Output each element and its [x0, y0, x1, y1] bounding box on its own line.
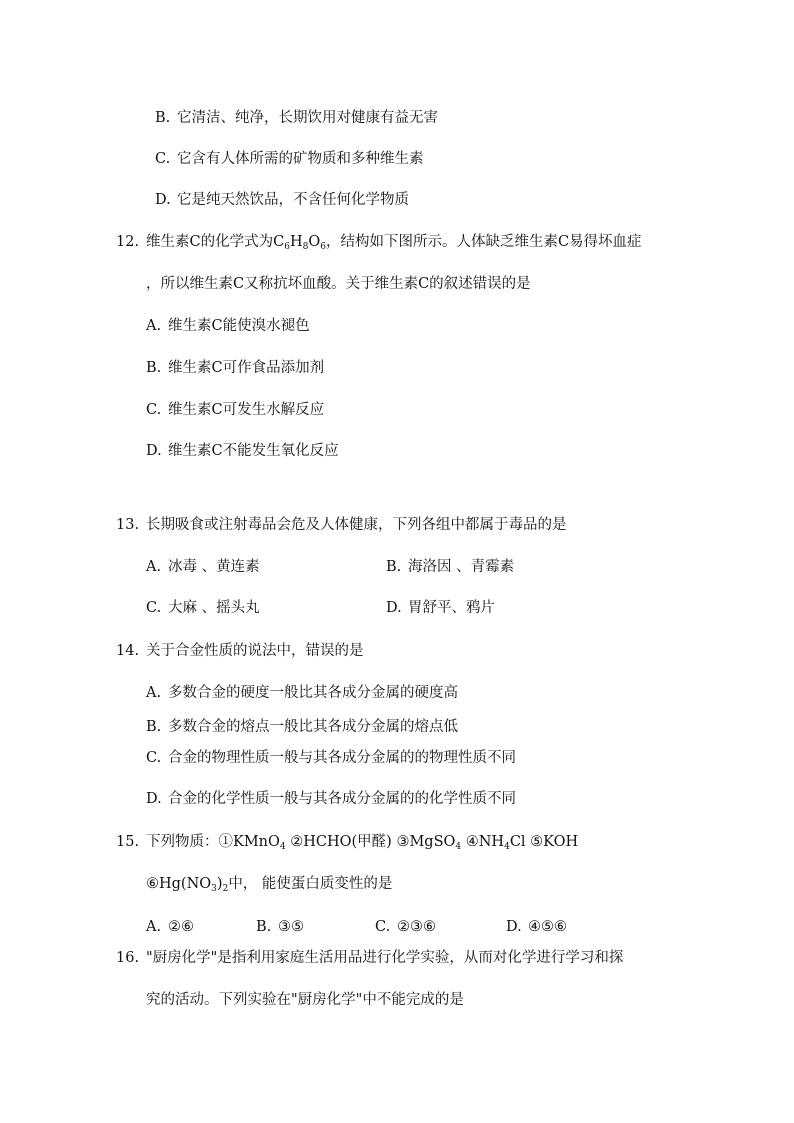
q14-option-d: [146, 789, 516, 809]
q15-substance-6-b: ): [216, 876, 223, 892]
q13-option-c: [146, 598, 260, 618]
q15-option-b: [256, 917, 304, 937]
option-text: ③⑤: [278, 919, 304, 935]
subscript: 4: [504, 842, 510, 852]
q15-option-c: [375, 917, 436, 937]
q14-option-c: [146, 748, 516, 768]
option-text: 它含有人体所需的矿物质和多种维生素: [177, 151, 424, 167]
option-text: 它是纯天然饮品，不含任何化学物质: [177, 192, 409, 208]
option-label: C.: [375, 919, 391, 935]
subscript: 4: [455, 842, 462, 852]
q15-stem-tail: 中， 能使蛋白质变性的是: [228, 876, 393, 892]
question-number: 15.: [116, 834, 140, 850]
q15-stem: [116, 832, 578, 852]
option-text: 冰毒 、黄连素: [168, 559, 260, 575]
option-text: 维生素C可作食品添加剂: [168, 360, 325, 376]
option-label: C.: [146, 402, 162, 418]
q13-stem: [116, 515, 567, 535]
subscript: 4: [279, 842, 286, 852]
option-label: A.: [146, 318, 162, 334]
q12-option-b: [146, 358, 324, 378]
option-label: B.: [146, 719, 162, 735]
q15-substance-1: ①KMnO: [218, 834, 280, 850]
q12-stem-text-3: O: [308, 234, 321, 250]
option-label: C.: [146, 750, 162, 766]
q13-option-a: [146, 557, 260, 577]
q11-option-b: [155, 108, 438, 128]
subscript: 6: [284, 242, 290, 252]
q14-stem-text: 关于合金性质的说法中，错误的是: [146, 643, 364, 659]
option-label: D.: [506, 919, 522, 935]
question-number: 12.: [116, 234, 140, 250]
option-label: C.: [146, 600, 162, 616]
option-label: B.: [386, 559, 402, 575]
option-label: A.: [146, 685, 162, 701]
q15-stem-lead: 下列物质：: [146, 834, 219, 850]
q13-stem-text: 长期吸食或注射毒品会危及人体健康，下列各组中都属于毒品的是: [146, 517, 567, 533]
q12-stem-line-2: ，所以维生素C又称抗坏血酸。关于维生素C的叙述错误的是: [146, 276, 531, 292]
q15-substance-6: ⑥Hg(NO: [146, 876, 212, 892]
q13-option-b: [386, 557, 514, 577]
option-label: B.: [146, 360, 162, 376]
question-number: 13.: [116, 517, 140, 533]
q16-stem-line-2: 究的活动。下列实验在"厨房化学"中不能完成的是: [146, 992, 464, 1008]
question-number: 16.: [116, 950, 140, 966]
option-text: 多数合金的硬度一般比其各成分金属的硬度高: [168, 685, 458, 701]
option-text: 合金的化学性质一般与其各成分金属的的化学性质不同: [168, 791, 516, 807]
option-text: ④⑤⑥: [528, 919, 567, 935]
q16-stem: [116, 948, 623, 968]
option-label: A.: [146, 919, 162, 935]
q13-option-d: [386, 598, 495, 618]
q15-stem-line-2: [146, 874, 392, 894]
q12-stem: [116, 232, 642, 252]
option-text: 胃舒平、鸦片: [408, 600, 495, 616]
option-label: B.: [155, 110, 171, 126]
q15-substance-2-3: ②HCHO(甲醛) ③MgSO: [285, 834, 456, 850]
subscript: 2: [222, 884, 229, 894]
option-label: D.: [155, 192, 171, 208]
subscript: 8: [302, 242, 309, 252]
option-label: D.: [146, 791, 162, 807]
subscript: 3: [211, 884, 217, 894]
option-text: 海洛因 、青霉素: [408, 559, 515, 575]
q14-option-b: [146, 717, 458, 737]
subscript: 6: [320, 242, 326, 252]
q15-substance-4: ④NH: [461, 834, 505, 850]
q12-option-a: [146, 316, 310, 336]
option-label: D.: [386, 600, 402, 616]
option-label: C.: [155, 151, 171, 167]
option-text: 大麻 、摇头丸: [168, 600, 260, 616]
option-text: ②⑥: [168, 919, 194, 935]
q12-option-c: [146, 400, 324, 420]
q15-substance-4-5: Cl ⑤KOH: [509, 834, 579, 850]
option-text: 维生素C可发生水解反应: [168, 402, 325, 418]
option-text: 多数合金的熔点一般比其各成分金属的熔点低: [168, 719, 458, 735]
option-label: B.: [256, 919, 272, 935]
option-label: A.: [146, 559, 162, 575]
q11-option-c: [155, 149, 424, 169]
option-text: ②③⑥: [397, 919, 436, 935]
q14-stem: [116, 641, 364, 661]
q12-stem-text-2: H: [289, 234, 303, 250]
q12-stem-text-1: 维生素C的化学式为C: [146, 234, 285, 250]
question-number: 14.: [116, 643, 140, 659]
q12-stem-text-4: ，结构如下图所示。人体缺乏维生素C易得坏血症: [325, 234, 642, 250]
q15-option-d: [506, 917, 567, 937]
q15-option-a: [146, 917, 194, 937]
option-text: 维生素C能使溴水褪色: [168, 318, 310, 334]
option-text: 合金的物理性质一般与其各成分金属的的物理性质不同: [168, 750, 516, 766]
q16-stem-text-1: "厨房化学"是指利用家庭生活用品进行化学实验，从而对化学进行学习和探: [146, 950, 624, 966]
option-text: 它清洁、纯净，长期饮用对健康有益无害: [177, 110, 438, 126]
q14-option-a: [146, 683, 458, 703]
q12-option-d: [146, 441, 339, 461]
option-label: D.: [146, 443, 162, 459]
q11-option-d: [155, 190, 409, 210]
option-text: 维生素C不能发生氧化反应: [168, 443, 339, 459]
